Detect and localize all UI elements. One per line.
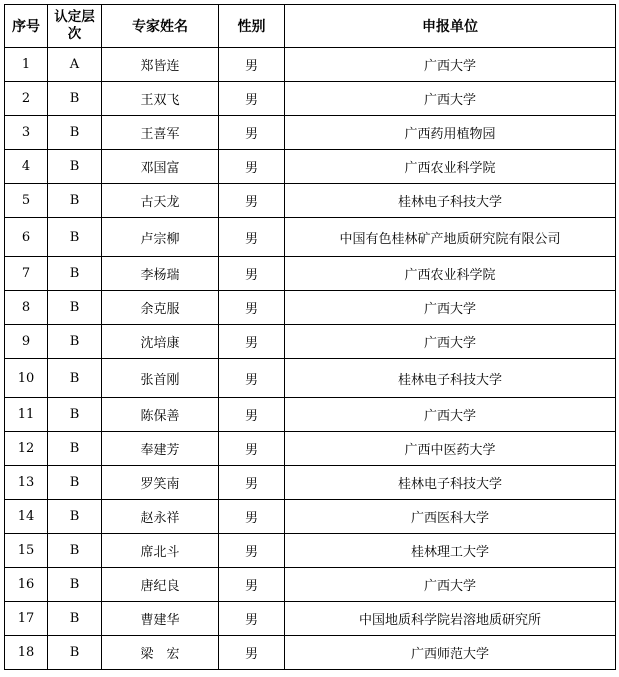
table-row (5, 466, 616, 500)
cell-gender: 男 (219, 291, 285, 325)
cell-unit: 广西大学 (285, 291, 616, 325)
table-row (5, 534, 616, 568)
cell-unit: 广西大学 (285, 325, 616, 359)
cell-unit: 桂林电子科技大学 (285, 359, 616, 398)
cell-name: 张首刚 (102, 359, 219, 398)
header-index: 序号 (5, 5, 48, 48)
cell-gender: 男 (219, 432, 285, 466)
cell-gender: 男 (219, 466, 285, 500)
table-row (5, 325, 616, 359)
header-unit: 申报单位 (285, 5, 616, 48)
table-row (5, 359, 616, 398)
cell-level: B (48, 398, 102, 432)
cell-level: B (48, 568, 102, 602)
cell-unit: 广西医科大学 (285, 500, 616, 534)
cell-index: 12 (5, 432, 48, 466)
table-row (5, 257, 616, 291)
cell-index: 3 (5, 116, 48, 150)
cell-level: B (48, 359, 102, 398)
table-row (5, 291, 616, 325)
cell-unit: 广西大学 (285, 82, 616, 116)
cell-name: 王喜军 (102, 116, 219, 150)
cell-index: 10 (5, 359, 48, 398)
table-row (5, 116, 616, 150)
header-gender: 性别 (219, 5, 285, 48)
cell-name: 赵永祥 (102, 500, 219, 534)
cell-index: 8 (5, 291, 48, 325)
cell-unit: 广西大学 (285, 398, 616, 432)
cell-name: 唐纪良 (102, 568, 219, 602)
cell-level: B (48, 636, 102, 670)
cell-gender: 男 (219, 257, 285, 291)
cell-index: 2 (5, 82, 48, 116)
cell-level: B (48, 184, 102, 218)
table-header-row (5, 5, 616, 48)
cell-level: B (48, 257, 102, 291)
cell-name: 奉建芳 (102, 432, 219, 466)
expert-table (4, 4, 616, 670)
cell-level: B (48, 325, 102, 359)
cell-level: B (48, 602, 102, 636)
cell-unit: 桂林电子科技大学 (285, 466, 616, 500)
cell-unit: 广西农业科学院 (285, 150, 616, 184)
cell-level: B (48, 291, 102, 325)
cell-level: B (48, 82, 102, 116)
cell-name: 邓国富 (102, 150, 219, 184)
cell-index: 17 (5, 602, 48, 636)
cell-index: 7 (5, 257, 48, 291)
cell-unit: 桂林理工大学 (285, 534, 616, 568)
cell-index: 5 (5, 184, 48, 218)
cell-name: 陈保善 (102, 398, 219, 432)
cell-index: 18 (5, 636, 48, 670)
cell-unit: 中国有色桂林矿产地质研究院有限公司 (285, 218, 616, 257)
table-body (5, 48, 616, 670)
cell-level: A (48, 48, 102, 82)
cell-name: 卢宗柳 (102, 218, 219, 257)
cell-index: 9 (5, 325, 48, 359)
cell-index: 11 (5, 398, 48, 432)
table-row (5, 82, 616, 116)
header-name: 专家姓名 (102, 5, 219, 48)
cell-index: 16 (5, 568, 48, 602)
cell-index: 6 (5, 218, 48, 257)
cell-gender: 男 (219, 218, 285, 257)
cell-name: 沈培康 (102, 325, 219, 359)
header-level: 认定层次 (48, 5, 102, 48)
cell-gender: 男 (219, 636, 285, 670)
table-row (5, 432, 616, 466)
table-row (5, 218, 616, 257)
cell-unit: 桂林电子科技大学 (285, 184, 616, 218)
cell-unit: 广西中医药大学 (285, 432, 616, 466)
cell-gender: 男 (219, 568, 285, 602)
cell-level: B (48, 466, 102, 500)
cell-name: 罗笑南 (102, 466, 219, 500)
cell-name: 曹建华 (102, 602, 219, 636)
table-row (5, 184, 616, 218)
cell-index: 13 (5, 466, 48, 500)
cell-level: B (48, 432, 102, 466)
cell-name: 郑皆连 (102, 48, 219, 82)
cell-unit: 广西农业科学院 (285, 257, 616, 291)
cell-gender: 男 (219, 184, 285, 218)
cell-gender: 男 (219, 325, 285, 359)
cell-level: B (48, 534, 102, 568)
cell-index: 4 (5, 150, 48, 184)
cell-unit: 广西药用植物园 (285, 116, 616, 150)
cell-gender: 男 (219, 500, 285, 534)
cell-name: 余克服 (102, 291, 219, 325)
cell-name: 梁 宏 (102, 636, 219, 670)
cell-gender: 男 (219, 48, 285, 82)
table-row (5, 398, 616, 432)
cell-level: B (48, 150, 102, 184)
cell-unit: 中国地质科学院岩溶地质研究所 (285, 602, 616, 636)
cell-gender: 男 (219, 602, 285, 636)
cell-gender: 男 (219, 82, 285, 116)
cell-gender: 男 (219, 150, 285, 184)
table-row (5, 150, 616, 184)
cell-name: 李杨瑞 (102, 257, 219, 291)
cell-gender: 男 (219, 116, 285, 150)
cell-unit: 广西大学 (285, 568, 616, 602)
table-row (5, 568, 616, 602)
table-row (5, 500, 616, 534)
cell-unit: 广西大学 (285, 48, 616, 82)
table-row (5, 602, 616, 636)
cell-unit: 广西师范大学 (285, 636, 616, 670)
cell-gender: 男 (219, 398, 285, 432)
table-row (5, 48, 616, 82)
cell-gender: 男 (219, 534, 285, 568)
cell-level: B (48, 500, 102, 534)
cell-index: 14 (5, 500, 48, 534)
cell-name: 王双飞 (102, 82, 219, 116)
cell-index: 1 (5, 48, 48, 82)
cell-name: 席北斗 (102, 534, 219, 568)
table-row (5, 636, 616, 670)
cell-name: 古天龙 (102, 184, 219, 218)
cell-gender: 男 (219, 359, 285, 398)
cell-level: B (48, 116, 102, 150)
cell-level: B (48, 218, 102, 257)
cell-index: 15 (5, 534, 48, 568)
